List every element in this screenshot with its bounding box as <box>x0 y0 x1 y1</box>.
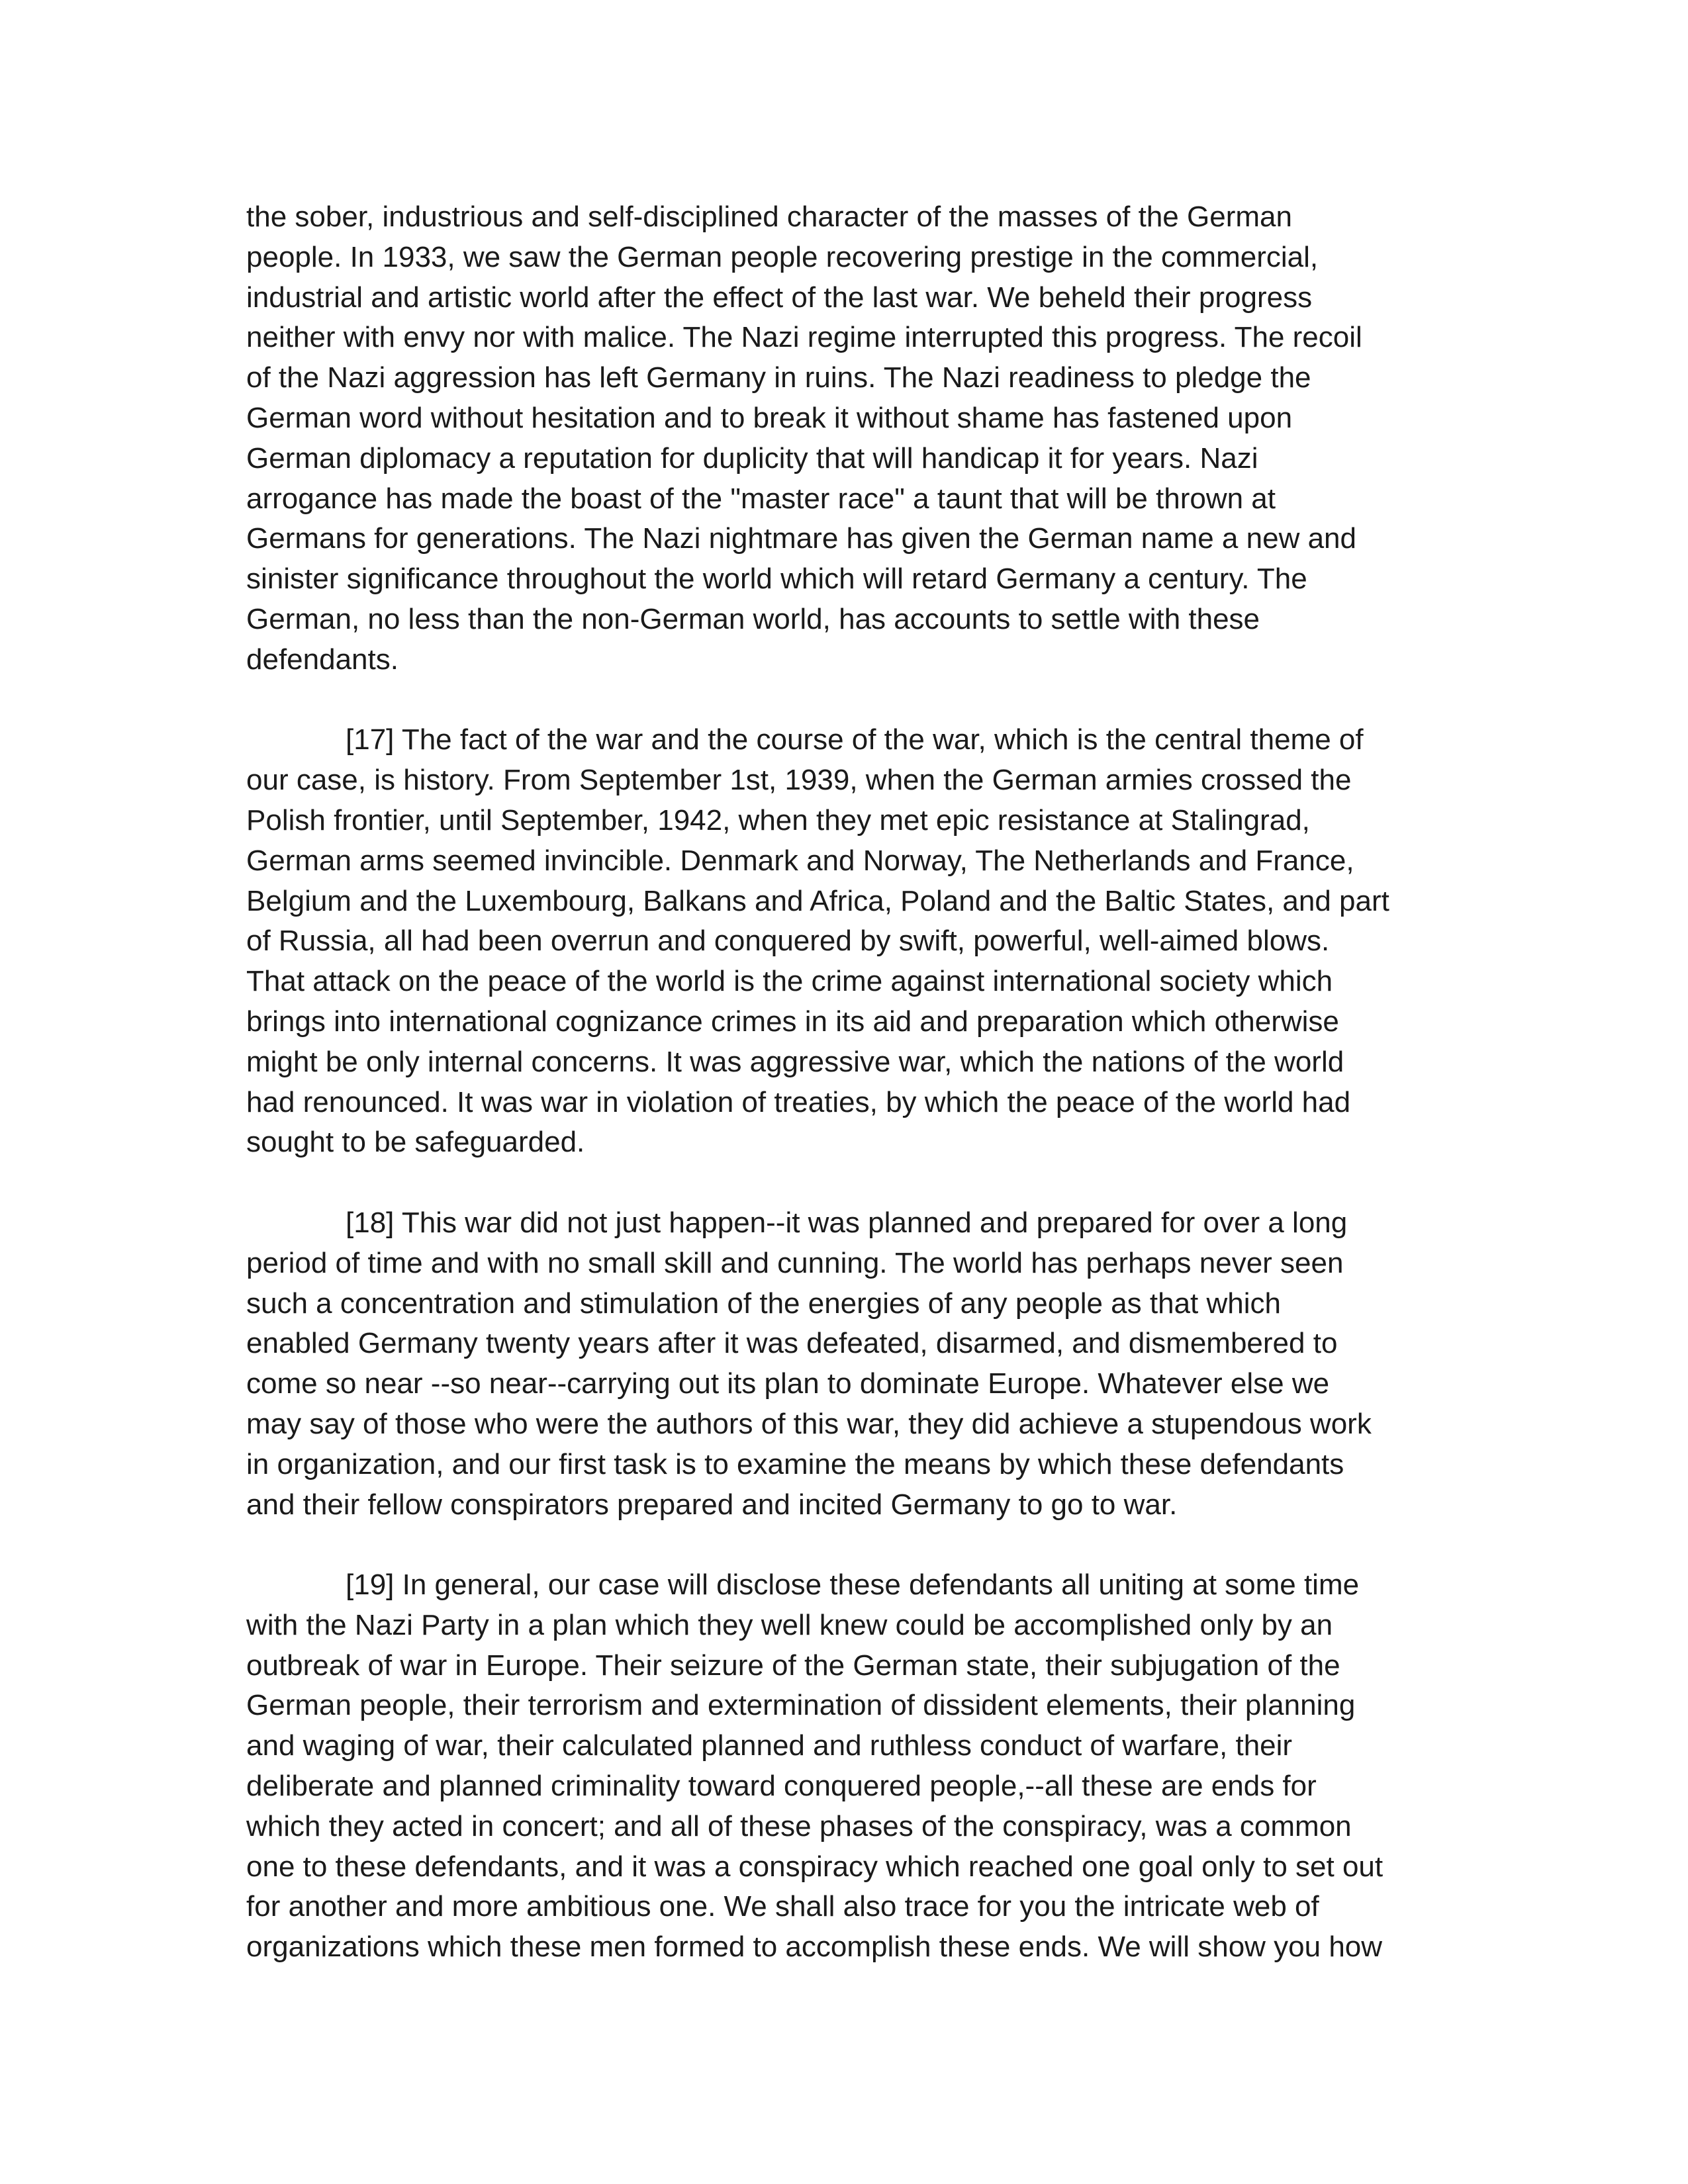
text-line: neither with envy nor with malice. The Nazi regime interrupted this progress. The recoil <box>246 321 1362 354</box>
text-line: German people, their terrorism and extermination of dissident elements, their planning <box>246 1689 1356 1722</box>
text-line: of Russia, all had been overrun and conquered by swift, powerful, well-aimed blows. <box>246 925 1330 958</box>
text-line: outbreak of war in Europe. Their seizure of the German state, their subjugation of the <box>246 1649 1340 1682</box>
text-line: such a concentration and stimulation of the energies of any people as that which <box>246 1287 1281 1320</box>
text-line: German arms seemed invincible. Denmark and Norway, The Netherlands and France, <box>246 844 1354 877</box>
text-line: for another and more ambitious one. We shall also trace for you the intricate web of <box>246 1890 1319 1923</box>
paragraph-continuation <box>246 197 1438 680</box>
text-line: the sober, industrious and self-disciplined character of the masses of the German <box>246 201 1292 233</box>
text-line: German diplomacy a reputation for duplicity that will handicap it for years. Nazi <box>246 441 1258 475</box>
text-line: of the Nazi aggression has left Germany in ruins. The Nazi readiness to pledge the <box>246 361 1311 394</box>
text-line: had renounced. It was war in violation of treaties, by which the peace of the world had <box>246 1085 1351 1118</box>
text-line: sought to be safeguarded. <box>246 1126 585 1159</box>
text-line: [17] The fact of the war and the course of the war, which is the central theme of <box>346 723 1364 756</box>
text-line: organizations which these men formed to accomplish these ends. We will show you how <box>246 1931 1383 1964</box>
text-line: and waging of war, their calculated planned and ruthless conduct of warfare, their <box>246 1729 1293 1762</box>
text-line: our case, is history. From September 1st, 1939, when the German armies crossed the <box>246 764 1352 797</box>
text-line: That attack on the peace of the world is the crime against international society which <box>246 965 1333 998</box>
text-line: might be only internal concerns. It was aggressive war, which the nations of the world <box>246 1045 1344 1078</box>
text-line: and their fellow conspirators prepared and incited Germany to go to war. <box>246 1488 1178 1521</box>
text-line: German, no less than the non-German world, has accounts to settle with these <box>246 602 1260 635</box>
text-line: Polish frontier, until September, 1942, when they met epic resistance at Stalingrad, <box>246 803 1310 837</box>
text-line: people. In 1933, we saw the German people recovering prestige in the commercial, <box>246 240 1319 273</box>
paragraph-18 <box>246 1203 1438 1525</box>
text-line: brings into international cognizance crimes in its aid and preparation which otherwise <box>246 1005 1339 1038</box>
text-line: Belgium and the Luxembourg, Balkans and Africa, Poland and the Baltic States, and part <box>246 884 1389 917</box>
text-line: sinister significance throughout the world which will retard Germany a century. The <box>246 563 1307 596</box>
text-line: [18] This war did not just happen--it was planned and prepared for over a long <box>346 1206 1348 1239</box>
text-line: defendants. <box>246 643 399 676</box>
paragraph-19 <box>246 1565 1438 1968</box>
text-line: industrial and artistic world after the effect of the last war. We beheld their progress <box>246 281 1313 314</box>
text-line: [19] In general, our case will disclose these defendants all uniting at some time <box>346 1569 1360 1602</box>
document-body <box>246 197 1438 2008</box>
text-line: which they acted in concert; and all of these phases of the conspiracy, was a common <box>246 1809 1352 1843</box>
text-line: with the Nazi Party in a plan which they well knew could be accomplished only by an <box>246 1608 1333 1641</box>
text-line: one to these defendants, and it was a conspiracy which reached one goal only to set out <box>246 1850 1383 1883</box>
text-line: arrogance has made the boast of the "master race" a taunt that will be thrown at <box>246 482 1276 515</box>
text-line: enabled Germany twenty years after it was defeated, disarmed, and dismembered to <box>246 1327 1338 1360</box>
text-line: come so near --so near--carrying out its plan to dominate Europe. Whatever else we <box>246 1367 1330 1400</box>
text-line: in organization, and our first task is to examine the means by which these defendants <box>246 1447 1344 1480</box>
text-line: period of time and with no small skill and cunning. The world has perhaps never seen <box>246 1246 1344 1279</box>
text-line: Germans for generations. The Nazi nightmare has given the German name a new and <box>246 522 1356 555</box>
paragraph-17 <box>246 720 1438 1163</box>
text-line: may say of those who were the authors of this war, they did achieve a stupendous work <box>246 1407 1372 1440</box>
text-line: German word without hesitation and to break it without shame has fastened upon <box>246 401 1293 434</box>
text-line: deliberate and planned criminality toward conquered people,--all these are ends for <box>246 1770 1317 1803</box>
